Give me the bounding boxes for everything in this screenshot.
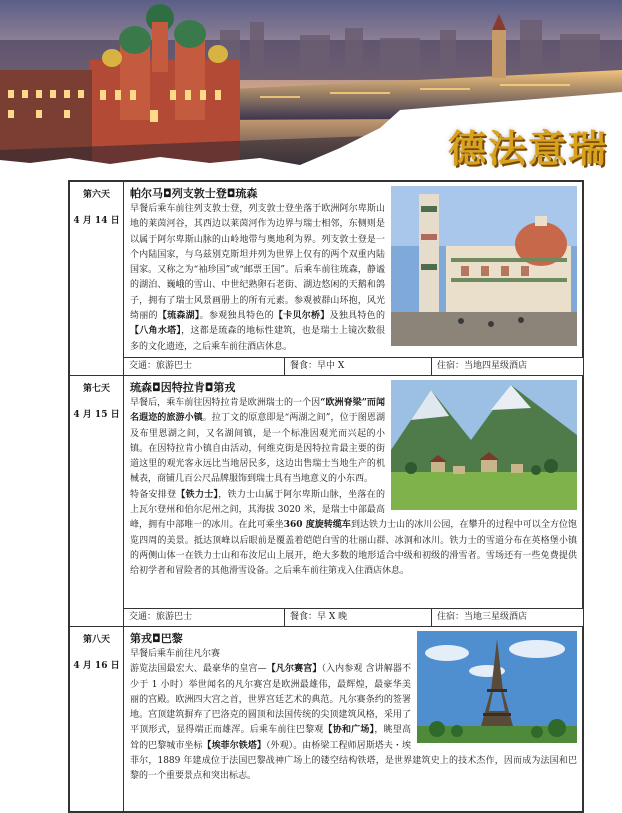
day-date: 4 月 16 日 (73, 660, 120, 671)
day-date: 4 月 14 日 (73, 216, 120, 226)
day-row (70, 626, 583, 811)
day-label: 第六天 (82, 190, 110, 200)
hotel-info: 住宿：当地四星级酒店 (432, 358, 583, 375)
desc-text: 早餐后，乘车前往因特拉肯是欧洲瑞士的一个因 (130, 397, 321, 408)
route-title: 帕尔马◘列支敦士登◘琉森 (130, 187, 258, 200)
day-row (70, 375, 583, 608)
route-title: 第戎◘巴黎 (130, 631, 183, 645)
highlight-titlis: 【铁力士】 (176, 489, 219, 500)
highlight-backbone-of-europe: “欧洲脊梁”而闻名遐迩的旅游小镇 (130, 397, 385, 424)
alpine-village-photo (391, 380, 577, 510)
desc-text: 及独具特色的 (329, 311, 385, 322)
desc-text: ，铁力士山属于阿尔卑斯山脉，坐落在的上瓦尔登州和伯尔尼州之间，其海拔 3020 米，是瑞士中部最高峰，拥有中部唯一的冰川。在此可乘坐 (130, 489, 385, 531)
desc-text: 特备安排登 (130, 489, 177, 500)
day-date: 4 月 15 日 (73, 409, 120, 420)
eiffel-tower-photo (417, 631, 577, 743)
day-label-cell (70, 182, 124, 376)
highlight-eiffel-tower: 【埃菲尔铁塔】 (202, 740, 266, 751)
meals-info: 餐食：早中 X (285, 358, 432, 375)
transport-info: 交通：旅游巴士 (124, 609, 285, 626)
cathedral-photo (391, 186, 577, 346)
day-content (124, 626, 583, 811)
highlight-rotating-cable-car: 360 度旋转缆车 (283, 520, 351, 531)
itinerary-table (68, 180, 584, 813)
desc-text: （外观）。由桥梁工程师居斯塔夫・埃菲尔，1889 年建成位于法国巴黎战神广场上的镂空结构铁塔，是世界建筑史上的技术杰作，因而成为法国和巴黎的一个重要景点和突出标志。 (130, 740, 577, 782)
desc-text: 。拉丁文的原意即是“两湖之间”，位于图恩湖及布里恩湖之间，又名湖间镇，是一个标准因观光而兴起的小镇。在因特拉肯小镇自由活动，何维克街是因特拉肯最主要的街道这里的观光客永远比当地居民多，这边出售瑞士当地生产的机械表，商铺几百公尺品牌服饰到瑞士具有当地意义的小东西。 (130, 413, 385, 485)
desc-text: 游览法国最宏大、最豪华的皇宫— (130, 664, 267, 675)
highlight-versailles: 【凡尔赛宫】 (266, 664, 322, 675)
day-label-cell (70, 626, 124, 811)
highlight-lake-lucerne: 【琉森湖】 (157, 311, 200, 322)
day-meta-row (70, 608, 583, 626)
desc-text: ，这都是琉森的地标性建筑，也是瑞士上镜次数很多的文化遗迹，之后乘车前往酒店休息。 (130, 326, 385, 352)
day-label: 第八天 (82, 634, 110, 645)
day-content (124, 375, 583, 608)
meals-info: 餐食：早 X 晚 (285, 609, 432, 626)
desc-text: （入内参观 含讲解器不少于 1 小时）举世闻名的凡尔赛宫是欧洲最雄伟，最辉煌，最豪华美丽的宫殿。欧洲四大宫之首，世界宫廷艺术的典范。凡尔赛条约的签署地。宫顶建筑摒弃了巴洛克的圆顶和法国传统的尖顶建筑风格，采用了平顶形式，显得端正而雄浑。后乘车前往巴黎观 (130, 664, 411, 736)
banner-title: 德法意瑞 (447, 126, 608, 171)
desc-text: 到达铁力士山的冰川公园，在攀升的过程中可以全方位饱览四周的美景。抵达顶峰以后眼前是覆盖着皑皑白雪的壮丽山群、冰洞和冰川。铁力士的雪道分布在英格堡小镇的两侧山体一在铁力士山和布汝尼山上展开，绝大多数的地形适合中级和初级的滑雪者。雪场还有一些免费提供给初学者和冒险者的其他滑雪设备。之后乘车前往第戎入住酒店休息。 (130, 520, 577, 577)
hotel-info: 住宿：当地三星级酒店 (432, 609, 583, 626)
day-label: 第七天 (82, 383, 110, 394)
highlight-chapel-bridge: 【卡贝尔桥】 (273, 311, 330, 322)
day-meta-row (70, 357, 583, 375)
highlight-water-tower: 【八角水塔】 (130, 326, 182, 337)
desc-text: 。参观独具特色的 (199, 311, 274, 322)
day-label-cell (70, 375, 124, 626)
header-banner (0, 0, 622, 178)
transport-info: 交通：旅游巴士 (124, 358, 285, 375)
day-row (70, 182, 583, 358)
desc-text: ，眺望高耸的巴黎城市坐标 (130, 725, 411, 751)
day-content (124, 182, 583, 358)
route-title: 琉森◘因特拉肯◘第戎 (130, 380, 236, 394)
day-description: 早餐后乘车前往凡尔赛 (130, 648, 221, 659)
desc-text: 早餐后乘车前往列支敦士登，列支敦士登坐落于欧洲阿尔卑斯山地的莱茵河谷，其西边以莱茵河作为边界与瑞士相邻，东侧则是以属于阿尔卑斯山脉的山岭地带与奥地利为界。列支敦士登是一个内陆国家，与乌兹别克斯坦并列为世界上仅有的两个双重内陆国家。又称之为“袖珍国”或“邮票王国”。后乘车前往琉森，静谧的湖泊、巍峨的雪山、中世纪熟卵石老街、湖边悠闲的天鹅和鸽子，拥有了瑞士风景画册上的所有元素。参观被群山环抱，风光绮丽的 (130, 204, 385, 322)
highlight-concorde: 【协和广场】 (323, 725, 375, 736)
